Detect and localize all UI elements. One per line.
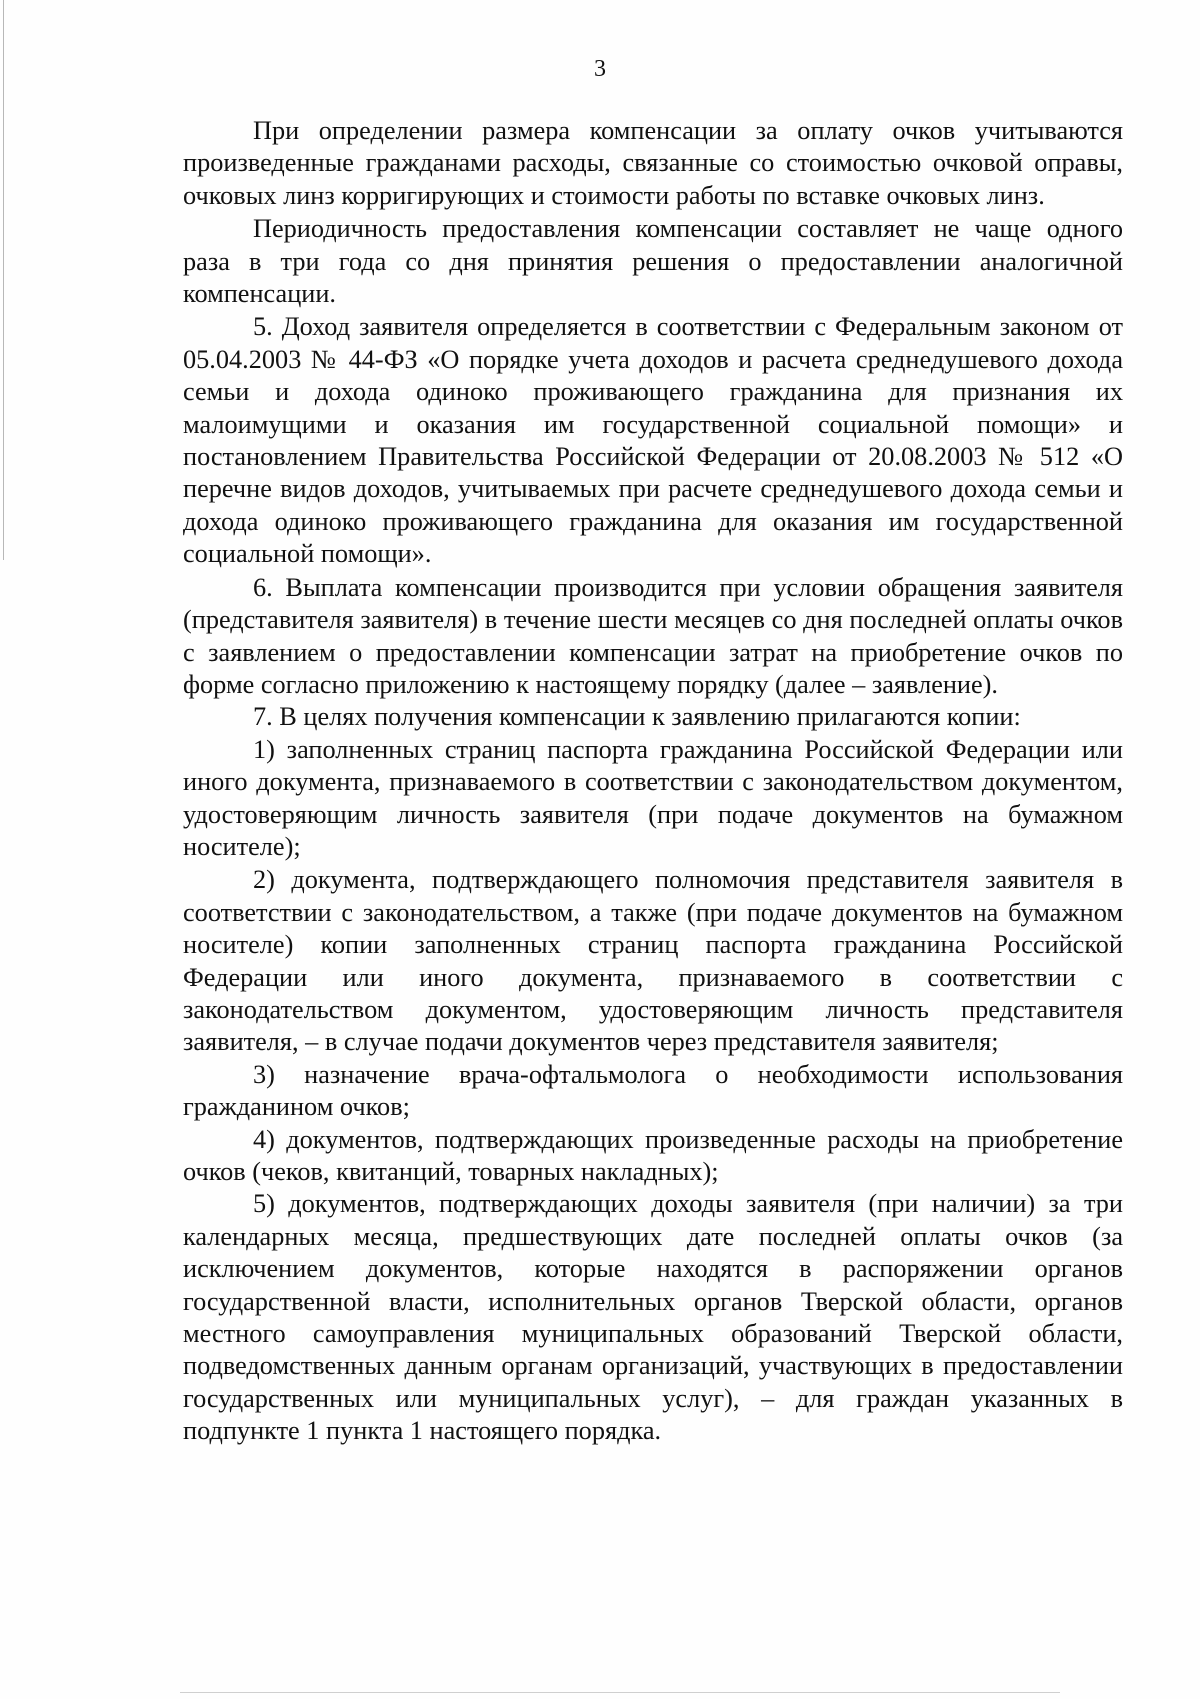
scan-edge-line <box>3 0 4 560</box>
list-item-3-prescription: 3) назначение врача-офтальмолога о необходимости использования гражданином очков; <box>183 1059 1123 1122</box>
list-item-2-representative: 2) документа, подтверждающего полномочия представителя заявителя в соответствии с законодательством, а также (при подаче документов на бумажном носителе) копии заполненных страниц паспорта гражданина Российской Федерации или иного документа, признаваемого в соответствии с законодательством документом, удостоверяющим личность представителя заявителя, – в случае подачи документов через представителя заявителя; <box>183 865 1123 1057</box>
list-item-1-passport: 1) заполненных страниц паспорта гражданина Российской Федерации или иного документа, признаваемого в соответствии с законодательством документом, удостоверяющим личность заявителя (при подаче документов на бумажном носителе); <box>183 734 1123 861</box>
paragraph-item-6-payment: 6. Выплата компенсации производится при условии обращения заявителя (представителя заявителя) в течение шести месяцев со дня последней оплаты очков с заявлением о предоставлении компенсации затрат на приобретение очков по форме согласно приложению к настоящему порядку (далее – заявление). <box>183 572 1123 699</box>
paragraph-item-7-copies: 7. В целях получения компенсации к заявлению прилагаются копии: <box>253 702 1021 732</box>
paragraph-periodicity: Периодичность предоставления компенсации составляет не чаще одного раза в три года со дня принятия решения о предоставлении аналогичной компенсации. <box>183 214 1123 309</box>
scan-bottom-line <box>180 1692 1060 1693</box>
paragraph-compensation-size: При определении размера компенсации за оплату очков учитываются произведенные гражданами расходы, связанные со стоимостью очковой оправы, очковых линз корригирующих и стоимости работы по вставке очковых линз. <box>183 116 1123 210</box>
paragraph-item-5-income: 5. Доход заявителя определяется в соответствии с Федеральным законом от 05.04.2003 № 44-ФЗ «О порядке учета доходов и расчета среднедушевого дохода семьи и дохода одиноко проживающего гражданина для признания их малоимущими и оказания им государственной социальной помощи» и постановлением Правительства Российской Федерации от 20.08.2003 № 512 «О перечне видов доходов, учитываемых при расчете среднедушевого дохода семьи и дохода одиноко проживающего гражданина для оказания им государственной социальной помощи». <box>183 312 1123 569</box>
page-number: 3 <box>594 56 606 82</box>
document-body <box>183 115 1123 1448</box>
list-item-5-income-docs: 5) документов, подтверждающих доходы заявителя (при наличии) за три календарных месяца, предшествующих дате последней оплаты очков (за исключением документов, которые находятся в распоряжении органов государственной власти, исполнительных органов Тверской области, органов местного самоуправления муниципальных образований Тверской области, подведомственных данным органам организаций, участвующих в предоставлении государственных или муниципальных услуг), – для граждан указанных в подпункте 1 пункта 1 настоящего порядка. <box>183 1189 1123 1446</box>
list-item-4-expenses: 4) документов, подтверждающих произведенные расходы на приобретение очков (чеков, квитанций, товарных накладных); <box>183 1124 1123 1186</box>
